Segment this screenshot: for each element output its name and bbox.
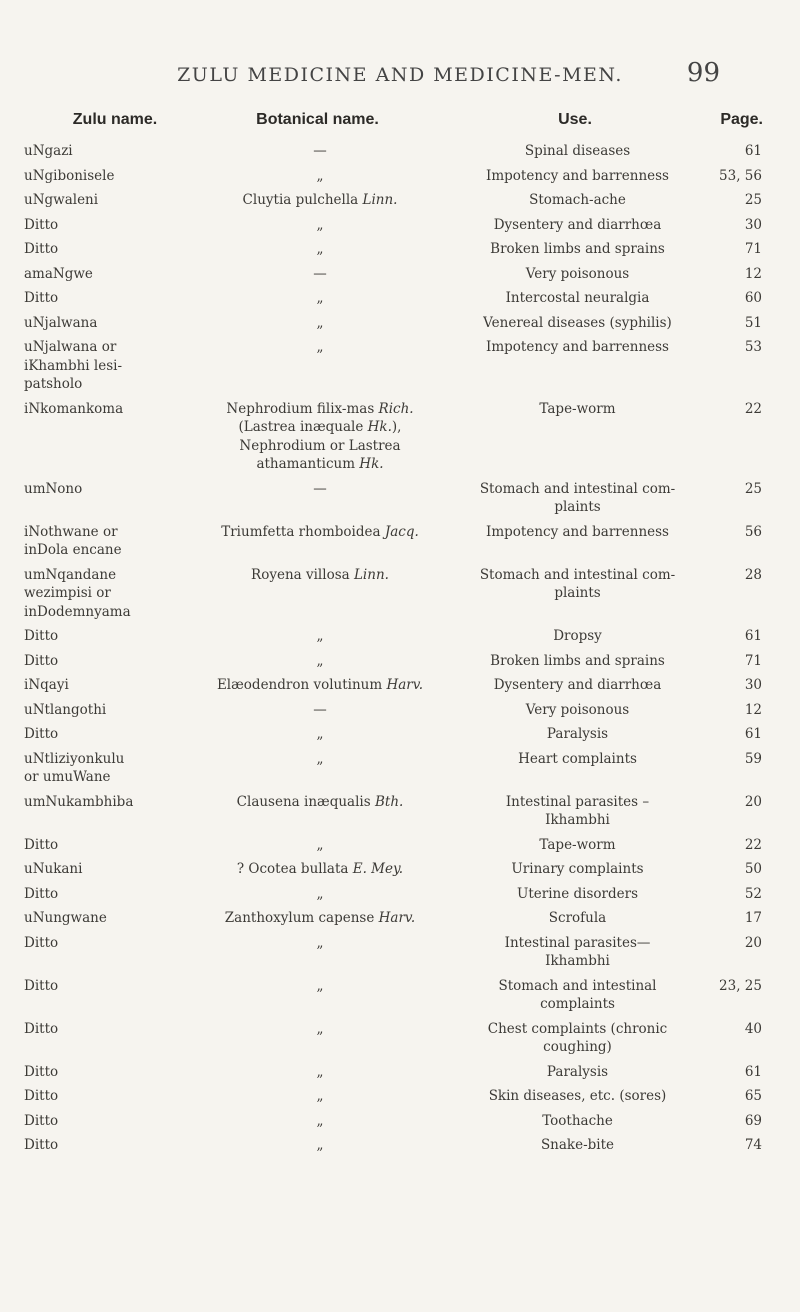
zulu-name-line: umNono	[24, 480, 83, 497]
botanical-name-cell	[190, 265, 450, 284]
zulu-name-line: uNtliziyonkulu	[24, 750, 125, 767]
zulu-name-cell	[24, 1020, 194, 1039]
running-head	[0, 58, 800, 88]
use-cell	[440, 1087, 715, 1106]
use-cell	[440, 167, 715, 186]
zulu-name-line: Ditto	[24, 1112, 59, 1129]
botanical-name-line: Royena villosa Linn.	[251, 566, 389, 583]
use-cell	[440, 338, 715, 357]
zulu-name-line: Ditto	[24, 241, 59, 257]
zulu-name-line: iKhambhi lesi-	[24, 357, 123, 374]
use-cell	[440, 523, 715, 542]
use-line: Paralysis	[546, 726, 609, 742]
use-cell	[440, 836, 715, 855]
zulu-name-cell	[24, 725, 194, 744]
page-reference-cell: 30	[744, 216, 762, 233]
use-line: Broken limbs and sprains	[490, 652, 665, 669]
page-reference-cell: 53, 56	[719, 167, 762, 184]
botanical-name-cell	[190, 1020, 450, 1039]
botanical-name-line: —	[313, 265, 327, 282]
page-reference-cell: 22	[744, 400, 762, 417]
zulu-name-cell	[24, 627, 194, 646]
use-line: Stomach and intestinal com-	[479, 480, 676, 497]
botanical-name-cell	[190, 860, 450, 879]
use-line: Impotency and barrenness	[486, 523, 669, 540]
zulu-name-cell	[24, 793, 194, 812]
zulu-name-cell	[24, 1136, 194, 1155]
zulu-name-line: Ditto	[24, 885, 59, 902]
zulu-name-line: Ditto	[24, 726, 59, 742]
zulu-name-line: Ditto	[24, 290, 59, 306]
use-cell	[440, 793, 715, 830]
use-line: Impotency and barrenness	[486, 167, 669, 184]
botanical-name-line: Cluytia pulchella Linn.	[242, 192, 398, 208]
use-cell	[440, 1020, 715, 1057]
use-line: Spinal diseases	[524, 143, 631, 159]
use-line: Urinary complaints	[511, 861, 644, 877]
zulu-name-cell	[24, 480, 194, 499]
botanical-name-line: „	[316, 167, 324, 184]
botanical-name-line: „	[316, 934, 324, 951]
botanical-name-cell	[190, 793, 450, 812]
zulu-name-line: Ditto	[24, 1088, 59, 1104]
zulu-name-cell	[24, 265, 194, 284]
page-reference-cell: 22	[744, 836, 762, 853]
botanical-name-cell	[190, 909, 450, 928]
botanical-name-cell	[190, 1063, 450, 1082]
use-line: Very poisonous	[525, 265, 630, 282]
use-cell	[440, 909, 715, 928]
botanical-name-line: „	[316, 977, 324, 994]
use-line: Uterine disorders	[516, 885, 639, 902]
zulu-name-cell	[24, 1063, 194, 1082]
zulu-name-cell	[24, 860, 194, 879]
use-cell	[440, 676, 715, 695]
use-line: Snake-bite	[540, 1137, 615, 1153]
page-reference-cell: 23, 25	[719, 977, 762, 994]
zulu-name-cell	[24, 701, 194, 720]
zulu-name-line: Ditto	[24, 216, 59, 233]
botanical-name-line: „	[316, 1137, 324, 1153]
column-header-page: Page.	[720, 111, 763, 128]
use-line: Ikhambhi	[545, 812, 610, 828]
use-line: complaints	[540, 996, 615, 1012]
botanical-name-cell	[190, 480, 450, 499]
botanical-name-cell	[190, 216, 450, 235]
botanical-name-cell	[190, 836, 450, 855]
use-line: plaints	[554, 585, 601, 601]
botanical-name-line: „	[316, 885, 324, 902]
botanical-name-cell	[190, 750, 450, 769]
zulu-name-line: umNqandane	[24, 566, 117, 583]
zulu-name-line: patsholo	[24, 376, 83, 392]
botanical-name-cell	[190, 627, 450, 646]
botanical-name-cell	[190, 676, 450, 695]
page-reference-cell: 40	[744, 1020, 762, 1037]
use-line: Chest complaints (chronic	[487, 1020, 668, 1037]
page-reference-cell: 60	[744, 290, 762, 306]
page-reference-cell: 12	[744, 701, 762, 718]
botanical-name-cell	[190, 400, 450, 474]
use-line: Skin diseases, etc. (sores)	[488, 1088, 667, 1104]
page-reference-cell: 28	[744, 566, 762, 583]
use-line: coughing)	[543, 1039, 612, 1055]
use-cell	[440, 725, 715, 744]
use-line: Paralysis	[546, 1063, 609, 1080]
use-cell	[440, 627, 715, 646]
page-reference-cell: 20	[744, 934, 762, 951]
botanical-name-cell	[190, 885, 450, 904]
use-line: Ikhambhi	[545, 953, 610, 969]
botanical-name-cell	[190, 934, 450, 953]
zulu-name-line: Ditto	[24, 1020, 59, 1037]
zulu-name-cell	[24, 836, 194, 855]
page-reference-cell: 25	[744, 192, 762, 208]
use-cell	[440, 289, 715, 308]
botanical-name-line: athamanticum Hk.	[256, 456, 384, 472]
use-line: Toothache	[542, 1112, 613, 1129]
zulu-name-line: Ditto	[24, 628, 59, 644]
use-cell	[440, 860, 715, 879]
page-reference-cell: 17	[744, 910, 762, 926]
use-line: Intestinal parasites—	[504, 934, 651, 951]
page-reference-cell: 71	[744, 652, 762, 669]
botanical-name-line: „	[316, 339, 324, 355]
page-reference-cell: 61	[744, 726, 762, 742]
zulu-name-line: Ditto	[24, 934, 59, 951]
use-cell	[440, 265, 715, 284]
zulu-name-line: inDodemnyama	[24, 603, 131, 620]
botanical-name-cell	[190, 167, 450, 186]
page-reference-cell: 74	[744, 1137, 762, 1153]
botanical-name-cell	[190, 701, 450, 720]
page-number: 99	[686, 58, 720, 88]
zulu-name-cell	[24, 289, 194, 308]
use-line: Dysentery and diarrhœa	[493, 216, 662, 233]
zulu-name-cell	[24, 909, 194, 928]
zulu-name-cell	[24, 167, 194, 186]
use-cell	[440, 934, 715, 971]
botanical-name-line: „	[316, 1088, 324, 1104]
zulu-name-cell	[24, 142, 194, 161]
column-header-use: Use.	[558, 111, 592, 128]
botanical-name-line: „	[316, 1020, 324, 1037]
botanical-name-cell	[190, 314, 450, 333]
botanical-name-line: „	[316, 1063, 324, 1080]
botanical-name-line: „	[316, 241, 324, 257]
zulu-name-line: uNgwaleni	[24, 192, 99, 208]
use-cell	[440, 701, 715, 720]
use-cell	[440, 1136, 715, 1155]
zulu-name-cell	[24, 216, 194, 235]
zulu-name-line: or umuWane	[24, 769, 111, 785]
botanical-name-cell	[190, 566, 450, 585]
botanical-name-line: „	[316, 1112, 324, 1129]
zulu-name-line: amaNgwe	[24, 265, 93, 282]
use-cell	[440, 480, 715, 517]
botanical-name-cell	[190, 240, 450, 259]
botanical-name-cell	[190, 523, 450, 542]
column-header-botanical-name: Botanical name.	[256, 111, 379, 128]
use-line: Tape-worm	[539, 836, 616, 853]
botanical-name-line: —	[313, 143, 327, 159]
botanical-name-cell	[190, 977, 450, 996]
zulu-name-cell	[24, 191, 194, 210]
zulu-name-cell	[24, 1112, 194, 1131]
page-reference-cell: 56	[744, 523, 762, 540]
use-cell	[440, 314, 715, 333]
use-line: Tape-worm	[539, 400, 616, 417]
zulu-name-line: uNjalwana	[24, 314, 98, 331]
use-line: Heart complaints	[518, 750, 637, 767]
botanical-name-cell	[190, 652, 450, 671]
page-reference-cell: 61	[744, 143, 762, 159]
botanical-name-cell	[190, 1136, 450, 1155]
zulu-name-cell	[24, 566, 194, 622]
page-reference-cell: 65	[744, 1088, 762, 1104]
use-line: Dysentery and diarrhœa	[493, 677, 662, 693]
zulu-name-cell	[24, 977, 194, 996]
use-cell	[440, 216, 715, 235]
page-reference-cell: 12	[744, 265, 762, 282]
use-line: plaints	[554, 499, 601, 515]
table-header	[0, 111, 800, 135]
page-reference-cell: 51	[744, 314, 762, 331]
zulu-name-line: inDola encane	[24, 542, 122, 558]
botanical-name-line: „	[316, 726, 324, 742]
zulu-name-line: wezimpisi or	[24, 585, 111, 601]
botanical-name-line: „	[316, 652, 324, 669]
running-head-title: ZULU MEDICINE AND MEDICINE-MEN.	[177, 64, 623, 86]
use-line: Intestinal parasites –	[505, 793, 650, 810]
use-line: Broken limbs and sprains	[490, 241, 665, 257]
use-cell	[440, 191, 715, 210]
use-line: Venereal diseases (syphilis)	[483, 314, 672, 331]
zulu-name-cell	[24, 1087, 194, 1106]
botanical-name-line: Triumfetta rhomboidea Jacq.	[221, 523, 419, 540]
zulu-name-cell	[24, 314, 194, 333]
use-cell	[440, 240, 715, 259]
page-reference-cell: 30	[744, 677, 762, 693]
zulu-name-cell	[24, 885, 194, 904]
zulu-name-line: uNjalwana or	[24, 339, 117, 355]
use-cell	[440, 1063, 715, 1082]
use-cell	[440, 1112, 715, 1131]
botanical-name-cell	[190, 1112, 450, 1131]
zulu-name-line: iNothwane or	[24, 523, 118, 540]
botanical-name-line: „	[316, 314, 324, 331]
botanical-name-cell	[190, 725, 450, 744]
page-reference-cell: 69	[744, 1112, 762, 1129]
page-reference-cell: 61	[744, 628, 762, 644]
zulu-name-line: Ditto	[24, 1063, 59, 1080]
botanical-name-line: „	[316, 216, 324, 233]
zulu-name-line: Ditto	[24, 1137, 59, 1153]
page-reference-cell: 53	[744, 339, 762, 355]
botanical-name-line: Nephrodium or Lastrea	[239, 437, 401, 454]
use-line: Intercostal neuralgia	[505, 290, 650, 306]
botanical-name-line: —	[313, 480, 327, 497]
zulu-name-line: iNqayi	[24, 677, 69, 693]
botanical-name-line: „	[316, 290, 324, 306]
page-reference-cell: 25	[744, 480, 762, 497]
botanical-name-cell	[190, 142, 450, 161]
use-cell	[440, 977, 715, 1014]
zulu-name-line: uNtlangothi	[24, 701, 107, 718]
botanical-name-cell	[190, 289, 450, 308]
zulu-name-cell	[24, 750, 194, 787]
zulu-name-cell	[24, 240, 194, 259]
zulu-name-cell	[24, 338, 194, 394]
use-line: Dropsy	[553, 628, 602, 644]
use-line: Scrofula	[548, 910, 607, 926]
zulu-name-line: uNgazi	[24, 143, 73, 159]
page-reference-cell: 50	[744, 861, 762, 877]
page-reference-cell: 61	[744, 1063, 762, 1080]
use-cell	[440, 142, 715, 161]
botanical-name-line: „	[316, 836, 324, 853]
zulu-name-line: umNukambhiba	[24, 793, 134, 810]
use-cell	[440, 400, 715, 419]
zulu-name-cell	[24, 652, 194, 671]
botanical-name-line: ? Ocotea bullata E. Mey.	[236, 861, 404, 877]
zulu-name-line: Ditto	[24, 977, 59, 994]
zulu-name-cell	[24, 523, 194, 560]
page-reference-cell: 52	[744, 885, 762, 902]
zulu-name-line: uNukani	[24, 861, 83, 877]
use-line: Impotency and barrenness	[486, 339, 669, 355]
botanical-name-line: Clausena inæqualis Bth.	[236, 793, 404, 810]
use-cell	[440, 566, 715, 603]
use-cell	[440, 885, 715, 904]
zulu-name-line: Ditto	[24, 652, 59, 669]
zulu-name-cell	[24, 934, 194, 953]
page-reference-cell: 20	[744, 793, 762, 810]
use-line: Stomach and intestinal	[498, 977, 657, 994]
botanical-name-line: —	[313, 701, 327, 718]
use-cell	[440, 750, 715, 769]
use-cell	[440, 652, 715, 671]
botanical-name-line: (Lastrea inæquale Hk.),	[238, 419, 402, 435]
zulu-name-cell	[24, 400, 194, 419]
use-line: Very poisonous	[525, 701, 630, 718]
zulu-name-cell	[24, 676, 194, 695]
botanical-name-line: Elæodendron volutinum Harv.	[216, 677, 424, 693]
botanical-name-cell	[190, 338, 450, 357]
zulu-name-line: Ditto	[24, 836, 59, 853]
page-reference-cell: 59	[744, 750, 762, 767]
botanical-name-cell	[190, 191, 450, 210]
use-line: Stomach and intestinal com-	[479, 566, 676, 583]
zulu-name-line: uNgibonisele	[24, 167, 115, 184]
zulu-name-line: iNkomankoma	[24, 400, 124, 417]
botanical-name-cell	[190, 1087, 450, 1106]
botanical-name-line: Zanthoxylum capense Harv.	[224, 910, 416, 926]
column-header-zulu-name: Zulu name.	[72, 111, 158, 128]
botanical-name-line: „	[316, 628, 324, 644]
botanical-name-line: Nephrodium filix-mas Rich.	[226, 400, 414, 417]
zulu-name-line: uNungwane	[24, 910, 107, 926]
page-reference-cell: 71	[744, 241, 762, 257]
use-line: Stomach-ache	[529, 192, 626, 208]
botanical-name-line: „	[316, 750, 324, 767]
